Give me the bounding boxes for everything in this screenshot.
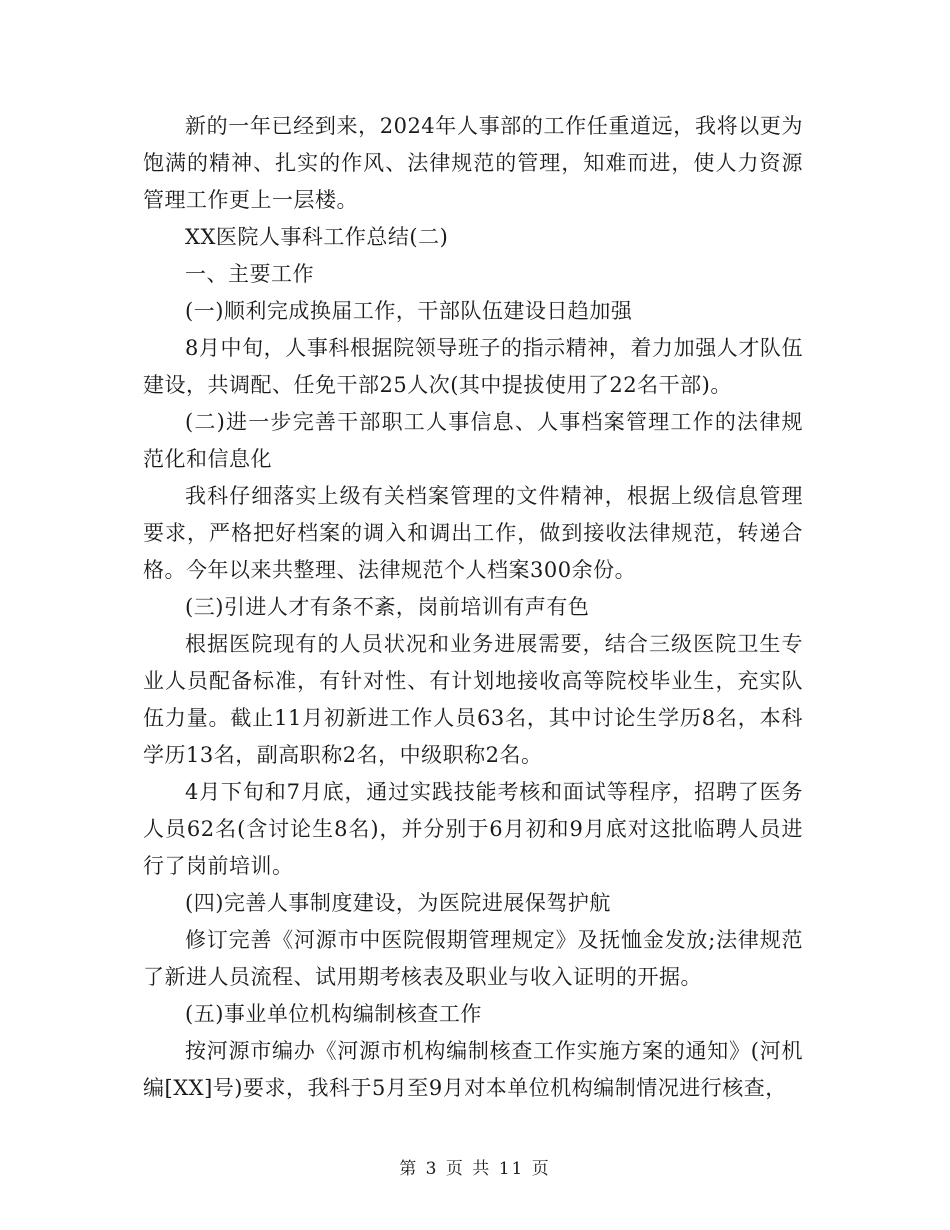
subheading-4: (四)完善人事制度建设，为医院进展保驾护航 <box>185 891 611 915</box>
subheading-5: (五)事业单位机构编制核查工作 <box>185 1002 482 1026</box>
subheading-2: (二)进一步完善干部职工人事信息、人事档案管理工作的法律规范化和信息化 <box>143 410 803 471</box>
paragraph-staffing-check: 按河源市编办《河源市机构编制核查工作实施方案的通知》(河机编[XX]号)要求，我科于5月至9月对本单位机构编制情况进行核查， <box>143 1039 803 1100</box>
document-body <box>143 108 803 1107</box>
subheading-3: (三)引进人才有条不紊，岗前培训有声有色 <box>185 595 590 619</box>
paragraph-archives: 我科仔细落实上级有关档案管理的文件精神，根据上级信息管理要求，严格把好档案的调入和调出工作，做到接收法律规范，转递合格。今年以来共整理、法律规范个人档案300余份。 <box>143 484 803 582</box>
section-title: XX医院人事科工作总结(二) <box>185 225 449 249</box>
page-footer <box>0 1154 950 1179</box>
paragraph-regulations: 修订完善《河源市中医院假期管理规定》及抚恤金发放;法律规范了新进人员流程、试用期考核表及职业与收入证明的开据。 <box>143 928 803 989</box>
page-number: 第 3 页 共 11 页 <box>399 1159 551 1179</box>
paragraph-closing-remarks: 新的一年已经到来，2024年人事部的工作任重道远，我将以更为饱满的精神、扎实的作风、法律规范的管理，知难而进，使人力资源管理工作更上一层楼。 <box>143 114 803 212</box>
paragraph-cadre-appointment: 8月中旬，人事科根据院领导班子的指示精神，着力加强人才队伍建设，共调配、任免干部25人次(其中提拔使用了22名干部)。 <box>143 336 803 397</box>
heading-main-work: 一、主要工作 <box>185 262 314 286</box>
paragraph-talent-recruitment: 根据医院现有的人员状况和业务进展需要，结合三级医院卫生专业人员配备标准，有针对性、有计划地接收高等院校毕业生，充实队伍力量。截止11月初新进工作人员63名，其中讨论生学历8名，本科学历13名，副高职称2名，中级职称2名。 <box>143 632 803 767</box>
subheading-1: (一)顺利完成换届工作，干部队伍建设日趋加强 <box>185 299 633 323</box>
paragraph-training: 4月下旬和7月底，通过实践技能考核和面试等程序，招聘了医务人员62名(含讨论生8名)，并分别于6月初和9月底对这批临聘人员进行了岗前培训。 <box>143 780 803 878</box>
